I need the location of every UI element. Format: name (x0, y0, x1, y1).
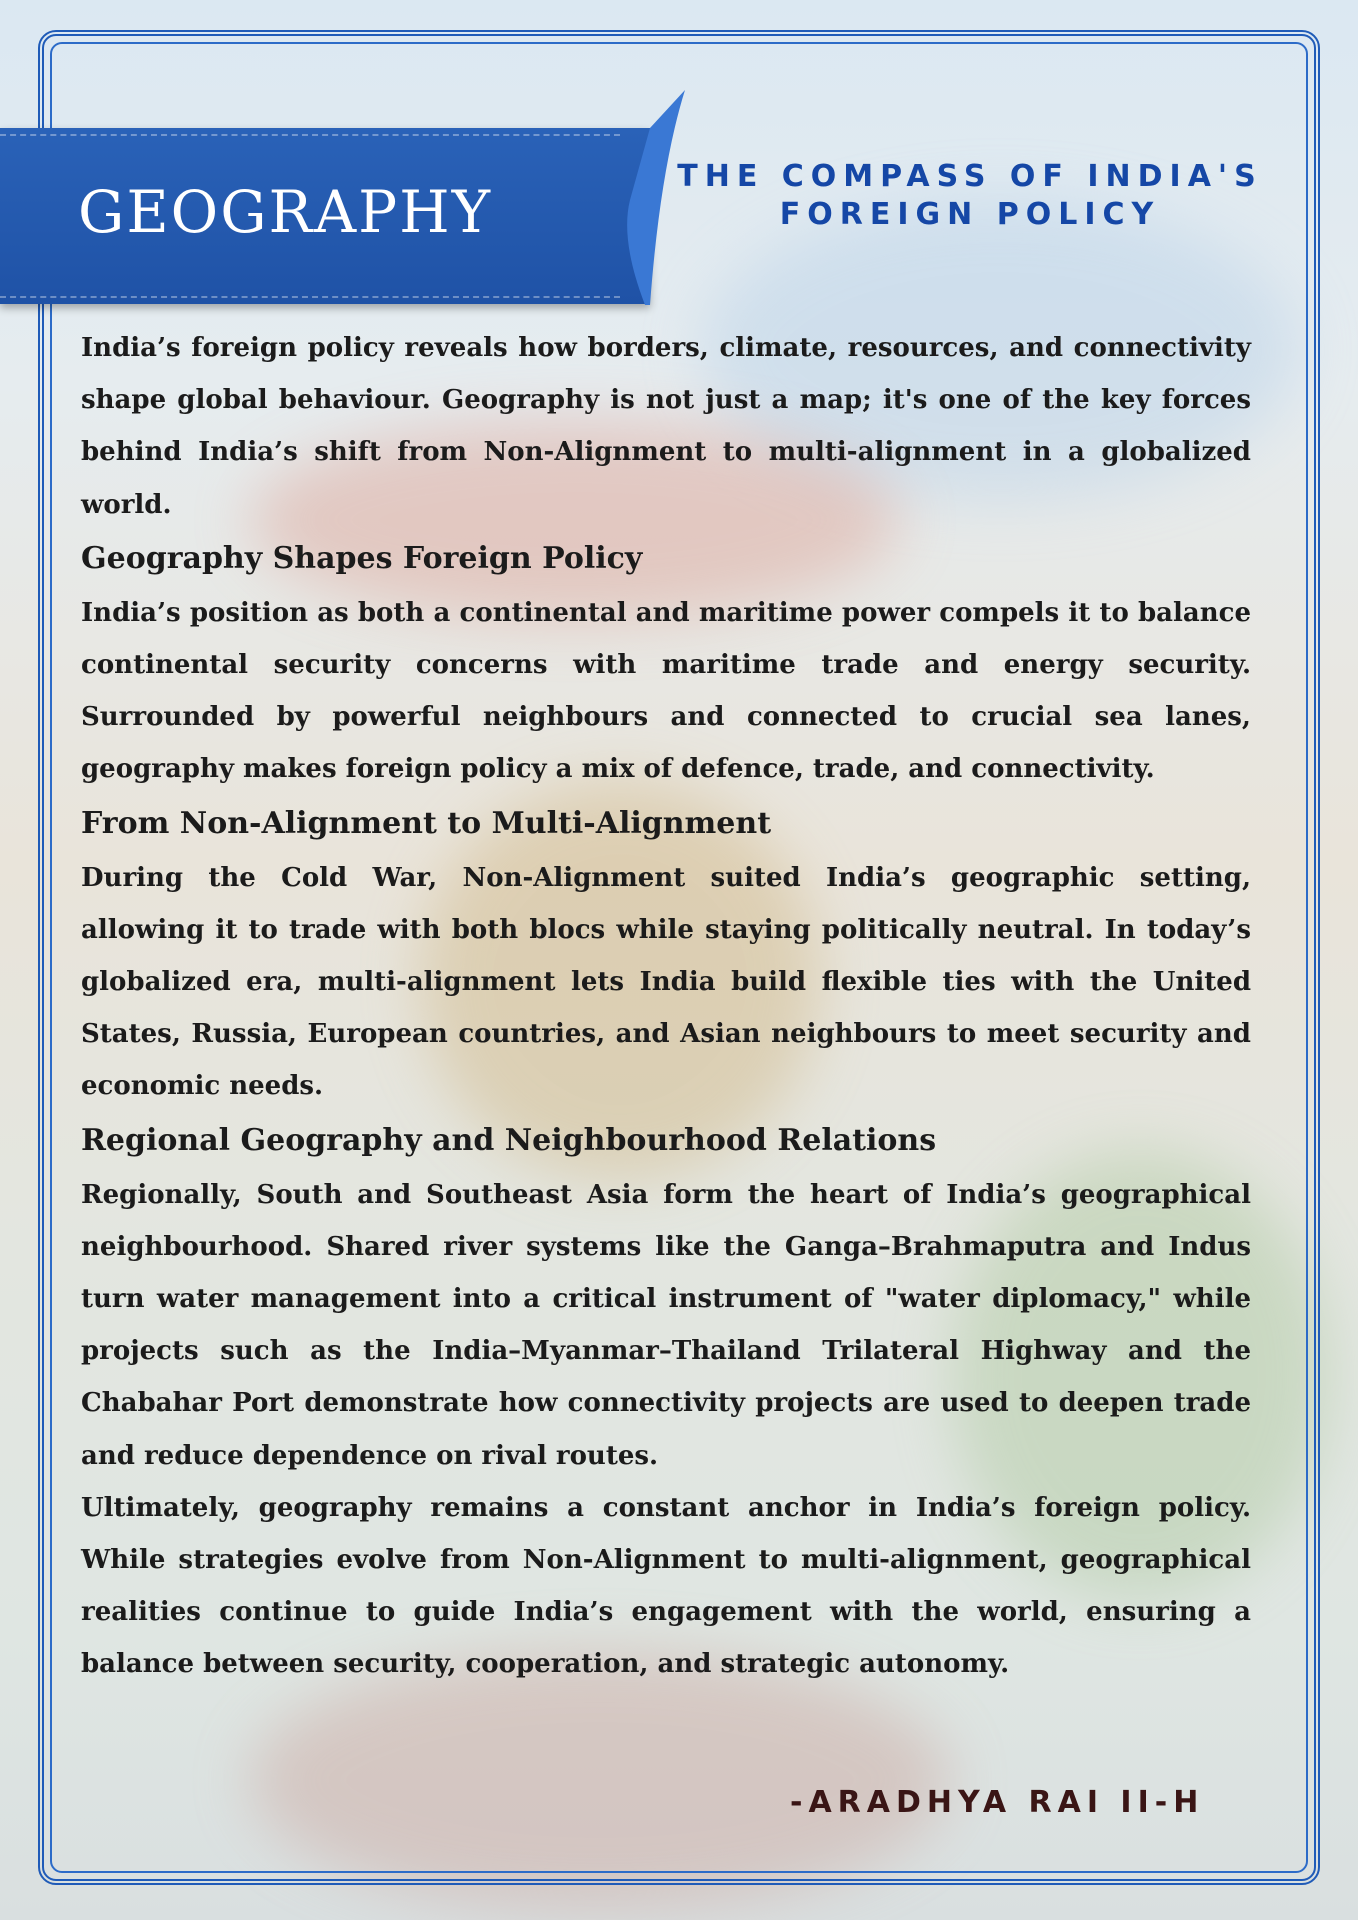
page-title: GEOGRAPHY (78, 178, 493, 246)
subtitle (660, 158, 1280, 234)
section-paragraph: During the Cold War, Non-Alignment suited India’s geographic setting, allowing it to trade with both blocs while staying politically neutral. In today’s globalized era, multi-alignment lets India build flexible ties with the United States, Russia, European countries, and Asian neighbours to meet security and economic needs. (81, 862, 1251, 1102)
author-signature: -ARADHYA RAI II-H (790, 1785, 1205, 1820)
article-body (81, 322, 1251, 1691)
section-heading: Regional Geography and Neighbourhood Relations (81, 1122, 937, 1158)
section-paragraph: India’s position as both a continental and maritime power compels it to balance continental security concerns with maritime trade and energy security. Surrounded by powerful neighbours and connected to crucial sea lanes, geography makes foreign policy a mix of defence, trade, and connectivity. (81, 597, 1251, 785)
section-heading: From Non-Alignment to Multi-Alignment (81, 805, 772, 841)
subtitle-line-2: FOREIGN POLICY (779, 197, 1161, 232)
section-heading: Geography Shapes Foreign Policy (81, 540, 643, 576)
conclusion-paragraph: Ultimately, geography remains a constant anchor in India’s foreign policy. While strategies evolve from Non-Alignment to multi-alignment, geographical realities continue to guide India’s engagement with the world, ensuring a balance between security, cooperation, and strategic autonomy. (81, 1492, 1251, 1680)
subtitle-line-1: THE COMPASS OF INDIA'S (677, 159, 1263, 194)
intro-paragraph: India’s foreign policy reveals how borders, climate, resources, and connectivity shape global behaviour. Geography is not just a map; it's one of the key forces behind India’s shift from Non-Alignment to multi-alignment in a globalized world. (81, 333, 1251, 520)
section-paragraph: Regionally, South and Southeast Asia form the heart of India’s geographical neighbourhood. Shared river systems like the Ganga–Brahmaputra and Indus turn water management into a critical instrument of "water diplomacy," while projects such as the India–Myanmar–Thailand Trilateral Highway and the Chabahar Port demonstrate how connectivity projects are used to deepen trade and reduce dependence on rival routes. (81, 1179, 1251, 1471)
